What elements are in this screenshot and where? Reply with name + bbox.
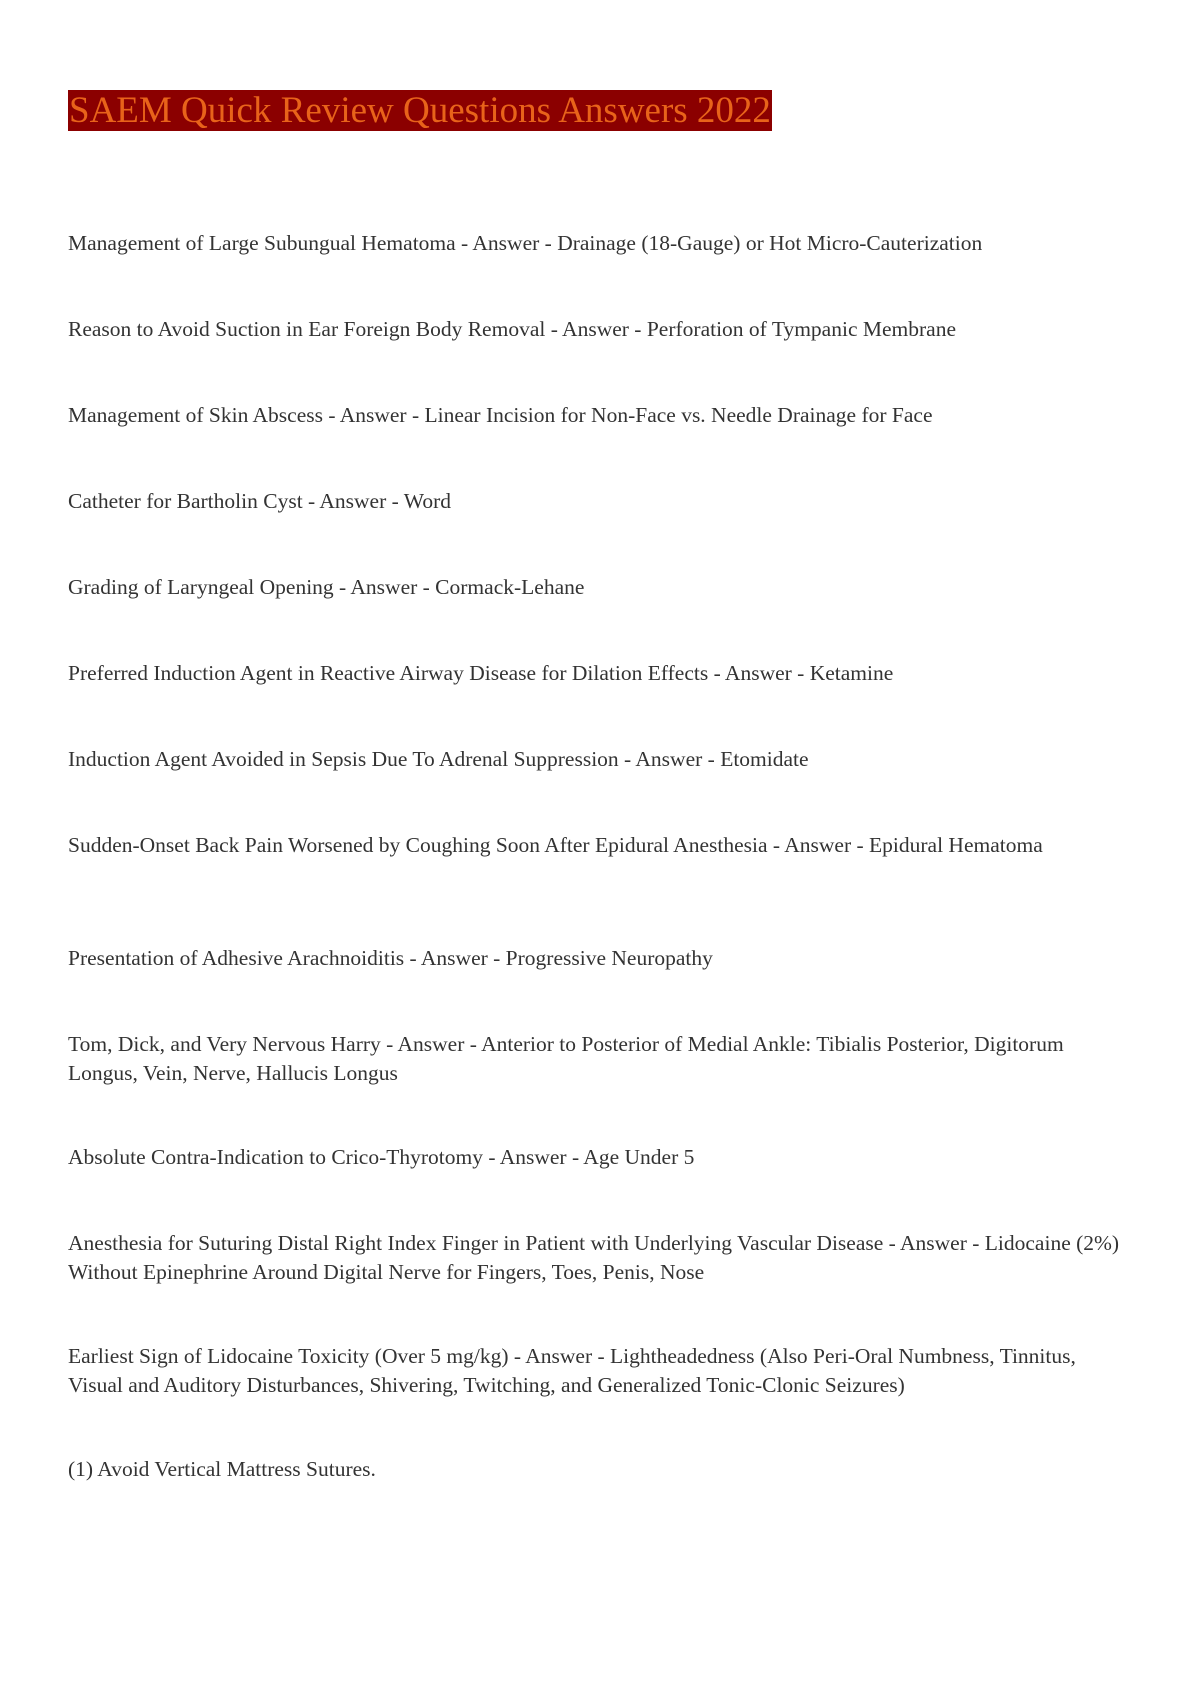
qa-entry-2: Reason to Avoid Suction in Ear Foreign Body Removal - Answer - Perforation of Tympanic Membrane [68, 317, 956, 341]
qa-entry-4: Catheter for Bartholin Cyst - Answer - Word [68, 489, 452, 513]
qa-entry-6: Preferred Induction Agent in Reactive Airway Disease for Dilation Effects - Answer - Ketamine [68, 661, 894, 685]
qa-entry-13: Earliest Sign of Lidocaine Toxicity (Over 5 mg/kg) - Answer - Lightheadedness (Also Peri-Oral Numbness, Tinnitus, Visual and Auditory Disturbances, Shivering, Twitching, and Generalized Tonic-Clonic Seizures) [68, 1344, 1076, 1397]
document-title: SAEM Quick Review Questions Answers 2022 [69, 90, 771, 131]
qa-entry-9: Presentation of Adhesive Arachnoiditis - Answer - Progressive Neuropathy [68, 946, 713, 970]
qa-entry-8: Sudden-Onset Back Pain Worsened by Coughing Soon After Epidural Anesthesia - Answer - Epidural Hematoma [68, 833, 1043, 857]
qa-entry-11: Absolute Contra-Indication to Crico-Thyrotomy - Answer - Age Under 5 [68, 1145, 695, 1169]
qa-entry-7: Induction Agent Avoided in Sepsis Due To Adrenal Suppression - Answer - Etomidate [68, 747, 809, 771]
qa-entry-14: (1) Avoid Vertical Mattress Sutures. [68, 1457, 376, 1481]
qa-entry-1: Management of Large Subungual Hematoma - Answer - Drainage (18-Gauge) or Hot Micro-Cauterization [68, 231, 983, 255]
qa-entry-10: Tom, Dick, and Very Nervous Harry - Answer - Anterior to Posterior of Medial Ankle: Tibialis Posterior, Digitorum Longus, Vein, Nerve, Hallucis Longus [68, 1032, 1064, 1085]
qa-entry-5: Grading of Laryngeal Opening - Answer - Cormack-Lehane [68, 575, 585, 599]
qa-entry-3: Management of Skin Abscess - Answer - Linear Incision for Non-Face vs. Needle Drainage for Face [68, 403, 933, 427]
qa-entry-12: Anesthesia for Suturing Distal Right Index Finger in Patient with Underlying Vascular Disease - Answer - Lidocaine (2%) Without Epinephrine Around Digital Nerve for Fingers, Toes, Penis, Nose [68, 1231, 1120, 1284]
